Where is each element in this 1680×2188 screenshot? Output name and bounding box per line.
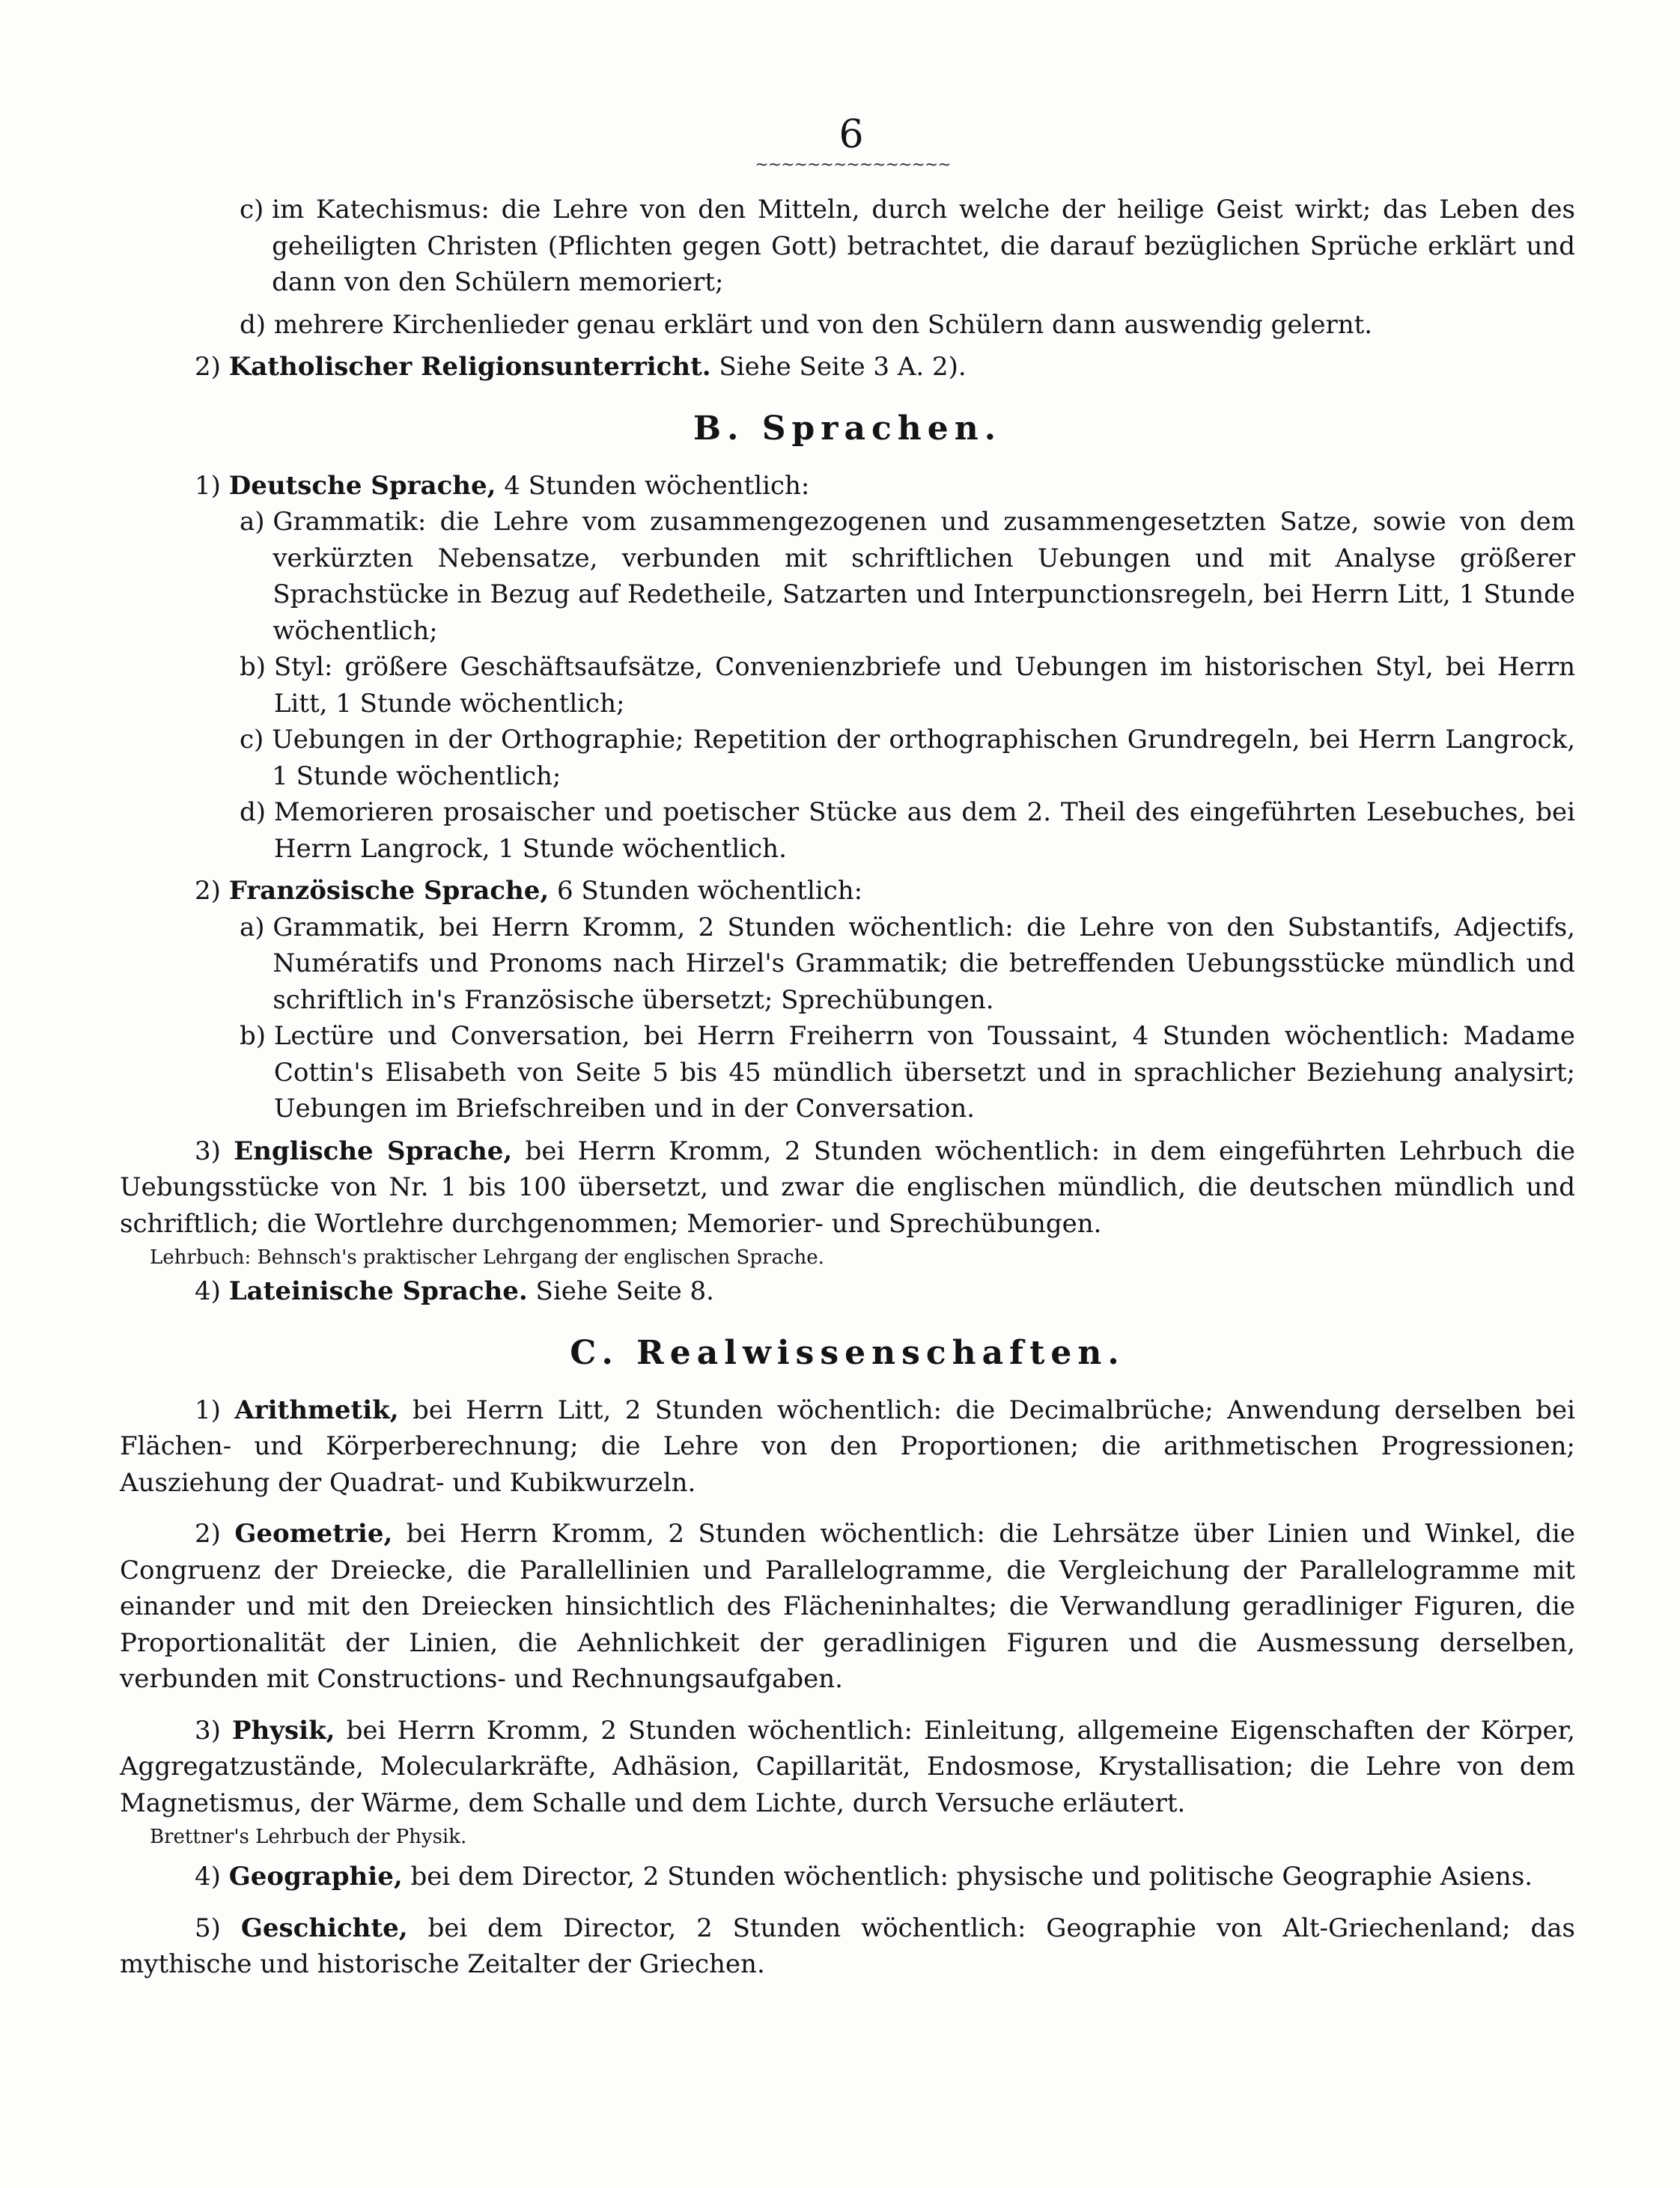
- item-text: Lectüre und Conversation, bei Herrn Freiherrn von Toussaint, 4 Stunden wöchentlich: Madame Cottin's Elisabeth von Seite 5 bis 45 mündlich übersetzt und in sprachlicher Beziehung analysirt; Uebungen im Briefschreiben und in der Conversation.: [273, 1021, 1575, 1124]
- list-item: [120, 504, 1575, 649]
- item-text: Styl: größere Geschäftsaufsätze, Convenienzbriefe und Uebungen im historischen Styl, bei Herrn Litt, 1 Stunde wöchentlich;: [273, 652, 1575, 719]
- list-item: [120, 1018, 1575, 1127]
- textbook-note: Brettner's Lehrbuch der Physik.: [150, 1826, 467, 1848]
- list-item: [120, 649, 1575, 722]
- list-item: [120, 794, 1575, 867]
- paragraph-text: bei Herrn Kromm, 2 Stunden wöchentlich: Einleitung, allgemeine Eigenschaften der Körper, Aggregatzustände, Molecularkräfte, Adhäsion, Capillarität, Endosmose, Krystallisation; die Lehre von dem Magnetismus, der Wärme, dem Schalle und dem Lichte, durch Versuche erläutert.: [120, 1715, 1575, 1818]
- item-label: a): [240, 912, 273, 942]
- paragraph: [120, 1516, 1575, 1698]
- item-number: 4): [195, 1862, 229, 1892]
- item-number: 4): [195, 1276, 229, 1306]
- item-label: b): [240, 652, 274, 682]
- paragraph-text: bei Herrn Litt, 2 Stunden wöchentlich: die Decimalbrüche; Anwendung derselben bei Flächen- und Körperberechnung; die Lehre von den Proportionen; die arithmetischen Progressionen; Ausziehung der Quadrat- und Kubikwurzeln.: [120, 1395, 1575, 1498]
- item-number: 5): [195, 1913, 241, 1943]
- list-item: [120, 909, 1575, 1019]
- textbook-note: Lehrbuch: Behnsch's praktischer Lehrgang der englischen Sprache.: [150, 1246, 824, 1269]
- item-text: Uebungen in der Orthographie; Repetition der orthographischen Grundregeln, bei Herrn Langrock, 1 Stunde wöchentlich;: [272, 725, 1575, 791]
- item-number: 3): [195, 1136, 234, 1166]
- subject-title: Englische Sprache,: [234, 1136, 513, 1166]
- paragraph: [120, 1133, 1575, 1243]
- paragraph-text: Siehe Seite 3 A. 2).: [710, 352, 967, 382]
- subject-title: Physik,: [232, 1715, 335, 1746]
- subject-title: Französische Sprache,: [228, 876, 550, 906]
- item-number: 2): [195, 1519, 235, 1549]
- subject-title: Lateinische Sprache.: [228, 1276, 528, 1306]
- list-item: [120, 192, 1575, 301]
- paragraph-text: bei Herrn Kromm, 2 Stunden wöchentlich: die Lehrsätze über Linien und Winkel, die Congruenz der Dreiecke, die Parallellinien und Parallelogramme, die Vergleichung der Parallelogramme mit einander und mit den Dreiecken hinsichtlich des Flächeninhaltes; die Verwandlung geradliniger Figuren, die Proportionalität der Linien, die Aehnlichkeit der geradlinigen Figuren und die Ausmessung derselben, verbunden mit Constructions- und Rechnungsaufgaben.: [120, 1519, 1575, 1694]
- paragraph: [120, 349, 1575, 386]
- subject-text: 6 Stunden wöchentlich:: [549, 876, 863, 906]
- item-label: b): [240, 1021, 274, 1051]
- paragraph: [120, 1859, 1575, 1895]
- subject-title: Arithmetik,: [234, 1395, 399, 1425]
- paragraph: [120, 1392, 1575, 1502]
- item-number: 2): [195, 876, 229, 906]
- item-number: 3): [195, 1715, 232, 1746]
- subject-title: Geometrie,: [234, 1519, 393, 1549]
- paragraph-text: bei Herrn Kromm, 2 Stunden wöchentlich: in dem eingeführten Lehrbuch die Uebungsstücke von Nr. 1 bis 100 übersetzt, und zwar die englischen mündlich, die deutschen mündlich und schriftlich; die Wortlehre durchgenommen; Memorier- und Sprechübungen.: [120, 1136, 1575, 1239]
- item-number: 1): [195, 1395, 235, 1425]
- item-label: d): [240, 309, 274, 340]
- subject-title: Geschichte,: [240, 1913, 408, 1943]
- item-text: Grammatik: die Lehre vom zusammengezogenen und zusammengesetzten Satze, sowie von dem verkürzten Nebensatze, verbunden mit schriftlichen Uebungen und mit Analyse größerer Sprachstücke in Bezug auf Redetheile, Satzarten und Interpunctionsregeln, bei Herrn Litt, 1 Stunde wöchentlich;: [273, 507, 1575, 646]
- subject-line: [120, 1273, 1575, 1310]
- list-item: [120, 722, 1575, 794]
- subject-title: Geographie,: [228, 1862, 403, 1892]
- subject-line: [120, 468, 1575, 505]
- subject-title: Deutsche Sprache,: [228, 470, 496, 501]
- page-number: 6: [839, 112, 864, 157]
- list-item: [120, 307, 1575, 344]
- item-text: Memorieren prosaischer und poetischer Stücke aus dem 2. Theil des eingeführten Lesebuches, bei Herrn Langrock, 1 Stunde wöchentlich.: [273, 797, 1575, 864]
- item-label: d): [240, 797, 274, 827]
- section-heading: C. Realwissenschaften.: [570, 1333, 1125, 1372]
- item-text: mehrere Kirchenlieder genau erklärt und von den Schülern dann auswendig gelernt.: [273, 309, 1373, 340]
- paragraph: [120, 1910, 1575, 1983]
- ornament-rule: ~~~~~~~~~~~~~~~: [755, 156, 951, 174]
- subject-text: 4 Stunden wöchentlich:: [496, 470, 810, 501]
- item-number: 1): [195, 470, 229, 501]
- paragraph: [120, 1713, 1575, 1822]
- item-text: Grammatik, bei Herrn Kromm, 2 Stunden wöchentlich: die Lehre von den Substantifs, Adjectifs, Numératifs und Pronoms nach Hirzel's Grammatik; die betreffenden Uebungsstücke mündlich und schriftlich in's Französische übersetzt; Sprechübungen.: [273, 912, 1575, 1015]
- paragraph-text: bei dem Director, 2 Stunden wöchentlich: physische und politische Geographie Asiens.: [402, 1862, 1533, 1892]
- subject-title: Katholischer Religionsunterricht.: [228, 352, 711, 382]
- section-heading: B. Sprachen.: [693, 409, 1002, 448]
- item-label: c): [240, 725, 273, 755]
- subject-text: Siehe Seite 8.: [527, 1276, 714, 1306]
- paragraph-text: bei dem Director, 2 Stunden wöchentlich: Geographie von Alt-Griechenland; das mythische und historische Zeitalter der Griechen.: [120, 1913, 1575, 1979]
- item-label: a): [240, 507, 273, 537]
- item-label: c): [240, 195, 273, 225]
- subject-line: [120, 873, 1575, 909]
- item-number: 2): [195, 352, 229, 382]
- item-text: im Katechismus: die Lehre von den Mitteln, durch welche der heilige Geist wirkt; das Leben des geheiligten Christen (Pflichten gegen Gott) betrachtet, die darauf bezüglichen Sprüche erklärt und dann von den Schülern memoriert;: [272, 195, 1575, 297]
